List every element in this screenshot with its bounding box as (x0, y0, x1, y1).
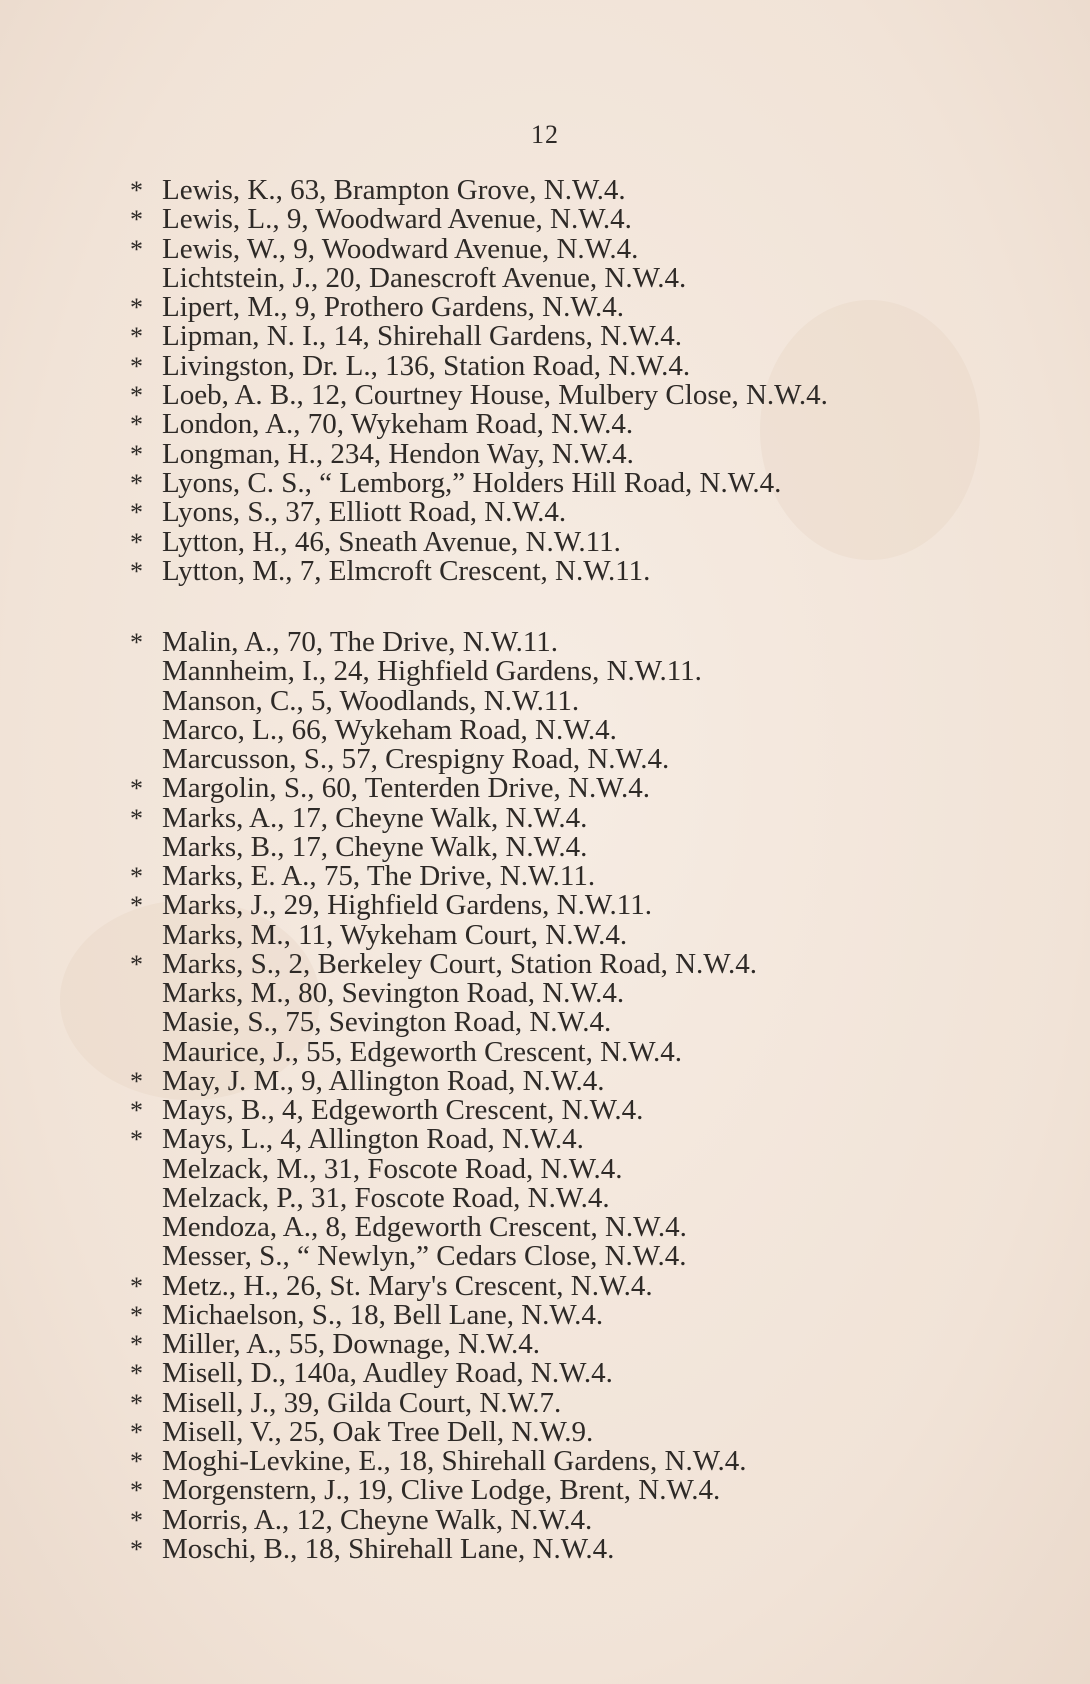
entry-text: Marks, S., 2, Berkeley Court, Station Road, N.W.4. (162, 947, 757, 980)
entry-text: Lyons, S., 37, Elliott Road, N.W.4. (162, 496, 567, 529)
asterisk-marker: * (130, 803, 143, 833)
directory-entry (128, 176, 1028, 205)
entry-text: Marks, M., 80, Sevington Road, N.W.4. (162, 977, 625, 1009)
directory-entry (128, 554, 1028, 587)
entry-text: Melzack, P., 31, Foscote Road, N.W.4. (162, 1181, 610, 1214)
asterisk-marker: * (130, 556, 143, 586)
directory-entry (128, 1213, 1028, 1242)
entry-text: Miller, A., 55, Downage, N.W.4. (162, 1328, 540, 1360)
entries-section-l (128, 176, 1028, 586)
asterisk-marker: * (130, 410, 143, 440)
asterisk-marker: * (130, 949, 143, 979)
entry-text: Moghi-Levkine, E., 18, Shirehall Gardens, N.W.4. (162, 1445, 747, 1477)
directory-entry (128, 1008, 1028, 1037)
entry-text: Manson, C., 5, Woodlands, N.W.11. (162, 684, 580, 717)
entries-section-m (128, 628, 1028, 1564)
entry-text: Lytton, M., 7, Elmcroft Crescent, N.W.11. (162, 554, 651, 587)
asterisk-marker: * (130, 1505, 143, 1535)
directory-entry (128, 261, 1028, 294)
entry-text: Marks, J., 29, Highfield Gardens, N.W.11. (162, 889, 652, 922)
entry-text: Marks, A., 17, Cheyne Walk, N.W.4. (162, 801, 588, 834)
directory-entry (128, 1330, 1028, 1359)
directory-entry (128, 830, 1028, 863)
entry-text: Misell, D., 140a, Audley Road, N.W.4. (162, 1357, 613, 1390)
entry-text: Maurice, J., 55, Edgeworth Crescent, N.W.4. (162, 1035, 683, 1068)
entry-text: Marks, E. A., 75, The Drive, N.W.11. (162, 860, 596, 892)
directory-entry (128, 745, 1028, 774)
directory-entry (128, 322, 1028, 351)
entry-text: Lipert, M., 9, Prothero Gardens, N.W.4. (162, 291, 625, 324)
entry-text: Michaelson, S., 18, Bell Lane, N.W.4. (162, 1298, 604, 1331)
entry-text: Morris, A., 12, Cheyne Walk, N.W.4. (162, 1503, 593, 1536)
asterisk-marker: * (130, 1417, 143, 1447)
directory-entry (128, 684, 1028, 717)
entry-text: Lewis, W., 9, Woodward Avenue, N.W.4. (162, 232, 639, 265)
directory-entry (128, 947, 1028, 980)
entry-text: Longman, H., 234, Hendon Way, N.W.4. (162, 437, 634, 470)
asterisk-marker: * (130, 891, 143, 921)
directory-entry (128, 1152, 1028, 1185)
entry-text: Morgenstern, J., 19, Clive Lodge, Brent, N.W.4. (162, 1474, 721, 1507)
directory-entry (128, 1125, 1028, 1154)
entry-text: May, J. M., 9, Allington Road, N.W.4. (162, 1064, 605, 1097)
entry-text: London, A., 70, Wykeham Road, N.W.4. (162, 408, 634, 441)
entry-text: Lewis, L., 9, Woodward Avenue, N.W.4. (162, 203, 632, 236)
directory-entry (128, 1476, 1028, 1505)
asterisk-marker: * (130, 381, 143, 411)
page-number: 12 (531, 120, 559, 149)
directory-entry (128, 979, 1028, 1008)
entry-text: Margolin, S., 60, Tenterden Drive, N.W.4. (162, 772, 650, 805)
directory-entry (128, 1064, 1028, 1097)
directory-entry (128, 466, 1028, 499)
entry-text: Marks, B., 17, Cheyne Walk, N.W.4. (162, 830, 588, 863)
directory-entry (128, 862, 1028, 891)
directory-entry (128, 232, 1028, 265)
asterisk-marker: * (130, 322, 143, 352)
directory-entry (128, 498, 1028, 527)
entry-text: Melzack, M., 31, Foscote Road, N.W.4. (162, 1152, 623, 1185)
asterisk-marker: * (130, 1125, 143, 1155)
directory-entry (128, 918, 1028, 951)
asterisk-marker: * (130, 1300, 143, 1330)
asterisk-marker: * (130, 1447, 143, 1476)
entry-text: Metz., H., 26, St. Mary's Crescent, N.W.4. (162, 1269, 653, 1302)
entry-text: Mays, L., 4, Allington Road, N.W.4. (162, 1123, 584, 1156)
directory-entry (128, 1415, 1028, 1448)
directory-entry (128, 1532, 1028, 1565)
entry-text: Misell, V., 25, Oak Tree Dell, N.W.9. (162, 1415, 594, 1448)
directory-entry (128, 1359, 1028, 1388)
directory-entry (128, 713, 1028, 746)
asterisk-marker: * (130, 527, 143, 557)
directory-entry (128, 628, 1028, 657)
directory-entry (128, 1298, 1028, 1331)
entry-text: Lewis, K., 63, Brampton Grove, N.W.4. (162, 174, 626, 206)
directory-entry (128, 293, 1028, 322)
asterisk-marker: * (130, 205, 143, 235)
entry-text: Mannheim, I., 24, Highfield Gardens, N.W.11. (162, 655, 702, 688)
entry-text: Mendoza, A., 8, Edgeworth Crescent, N.W.4. (162, 1211, 687, 1243)
directory-entry (128, 1181, 1028, 1214)
directory-entry (128, 410, 1028, 439)
entry-text: Malin, A., 70, The Drive, N.W.11. (162, 626, 559, 658)
directory-entry (128, 657, 1028, 686)
asterisk-marker: * (130, 1476, 143, 1506)
entry-text: Moschi, B., 18, Shirehall Lane, N.W.4. (162, 1532, 615, 1565)
asterisk-marker: * (130, 293, 143, 323)
directory-entry (128, 1447, 1028, 1476)
asterisk-marker: * (130, 1534, 143, 1564)
asterisk-marker: * (130, 1096, 143, 1125)
entry-text: Lichtstein, J., 20, Danescroft Avenue, N.W.4. (162, 261, 687, 294)
entry-text: Masie, S., 75, Sevington Road, N.W.4. (162, 1006, 612, 1039)
asterisk-marker: * (130, 1330, 143, 1359)
directory-entry (128, 349, 1028, 382)
directory-entry (128, 891, 1028, 920)
directory-entry (128, 1269, 1028, 1302)
directory-entry (128, 1503, 1028, 1536)
directory-entry (128, 381, 1028, 410)
directory-entry (128, 1242, 1028, 1271)
asterisk-marker: * (130, 1066, 143, 1096)
asterisk-marker: * (130, 1388, 143, 1418)
asterisk-marker: * (130, 176, 143, 205)
directory-entry (128, 1096, 1028, 1125)
asterisk-marker: * (130, 774, 143, 804)
asterisk-marker: * (130, 1359, 143, 1389)
directory-entry (128, 525, 1028, 558)
directory-entry (128, 801, 1028, 834)
entry-text: Messer, S., “ Newlyn,” Cedars Close, N.W.4. (162, 1240, 687, 1273)
entry-text: Marco, L., 66, Wykeham Road, N.W.4. (162, 713, 617, 746)
entry-text: Lyons, C. S., “ Lemborg,” Holders Hill Road, N.W.4. (162, 466, 782, 499)
entry-text: Lipman, N. I., 14, Shirehall Gardens, N.W.4. (162, 320, 683, 353)
entry-text: Misell, J., 39, Gilda Court, N.W.7. (162, 1386, 562, 1419)
entry-text: Marcusson, S., 57, Crespigny Road, N.W.4. (162, 743, 670, 775)
directory-entry (128, 205, 1028, 234)
directory-entry (128, 1386, 1028, 1419)
entry-text: Mays, B., 4, Edgeworth Crescent, N.W.4. (162, 1094, 644, 1126)
asterisk-marker: * (130, 468, 143, 498)
directory-entry (128, 1035, 1028, 1068)
entry-text: Marks, M., 11, Wykeham Court, N.W.4. (162, 918, 628, 951)
asterisk-marker: * (130, 862, 143, 891)
asterisk-marker: * (130, 498, 143, 528)
asterisk-marker: * (130, 439, 143, 469)
directory-entry (128, 774, 1028, 803)
asterisk-marker: * (130, 1271, 143, 1301)
asterisk-marker: * (130, 351, 143, 381)
asterisk-marker: * (130, 234, 143, 264)
entry-text: Loeb, A. B., 12, Courtney House, Mulbery Close, N.W.4. (162, 379, 828, 412)
entry-text: Livingston, Dr. L., 136, Station Road, N.W.4. (162, 349, 691, 382)
entry-text: Lytton, H., 46, Sneath Avenue, N.W.11. (162, 525, 621, 558)
directory-entry (128, 437, 1028, 470)
asterisk-marker: * (130, 628, 143, 657)
